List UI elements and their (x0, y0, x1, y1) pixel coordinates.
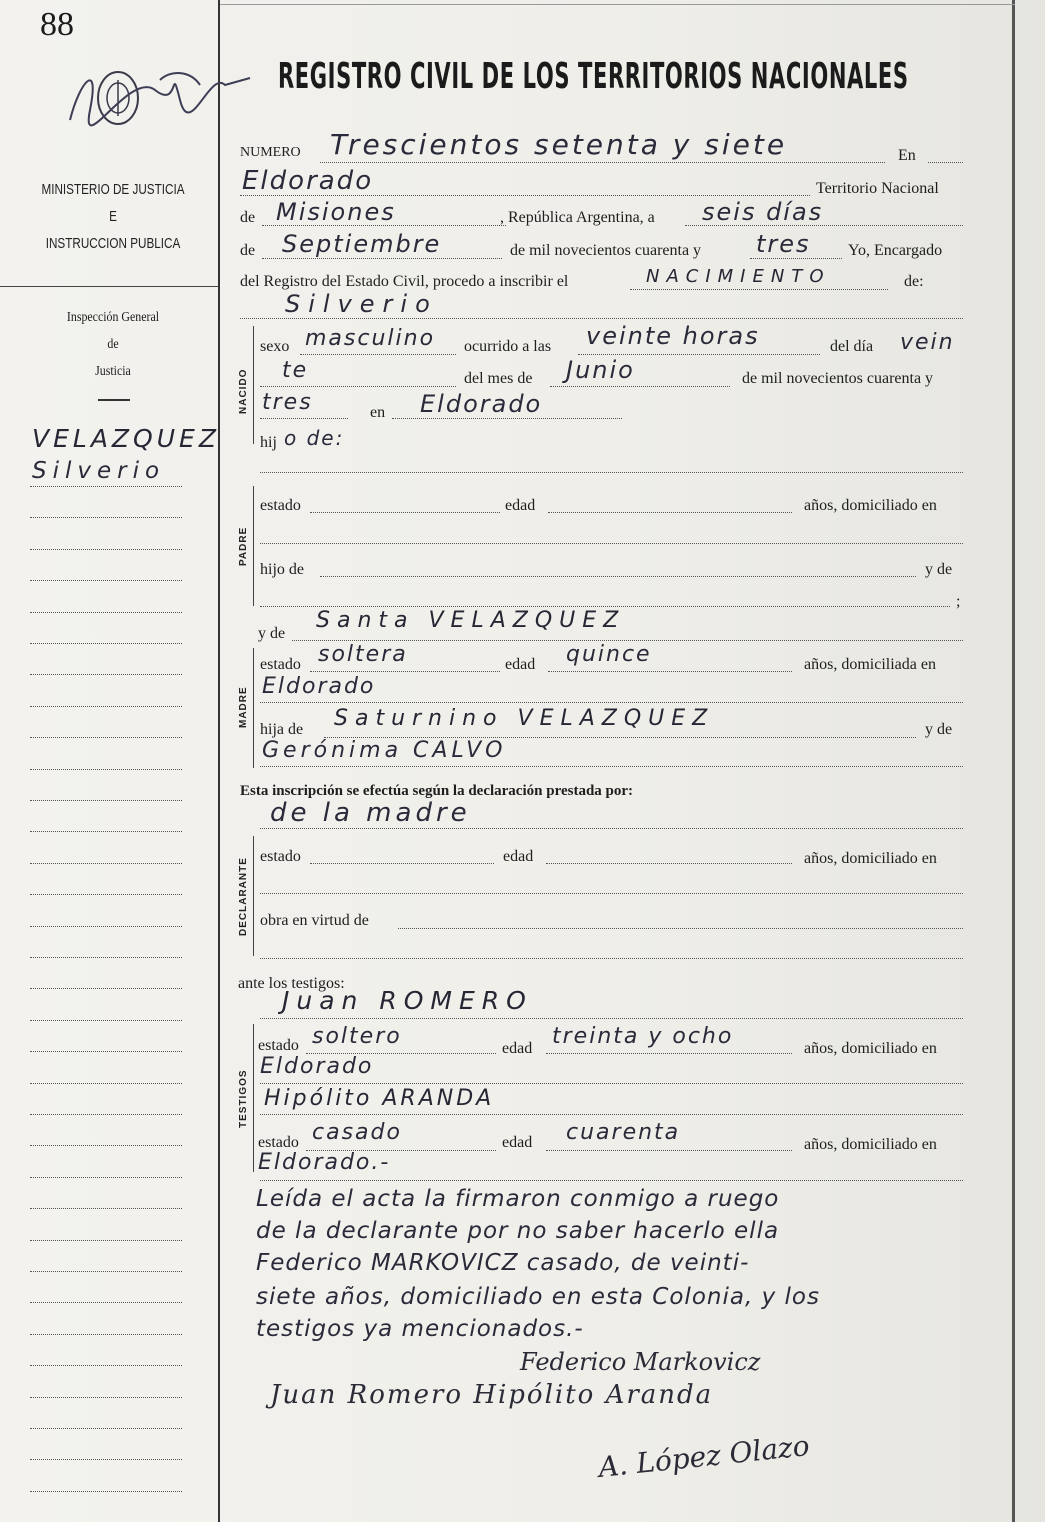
margin-ruled-line (30, 517, 182, 518)
margin-ruled-line (30, 957, 182, 958)
padre-semicolon: ; (956, 593, 961, 610)
mother-name-line (292, 640, 963, 641)
birth-year-line (260, 418, 348, 419)
encargado-label: Yo, Encargado (848, 242, 943, 259)
testigos-brace (253, 1024, 254, 1172)
inscripcion-label: Esta inscripción se efectúa según la declaración prestada por: (240, 783, 634, 799)
child-name-line (240, 318, 963, 319)
signature-declarant: Federico Markovicz (520, 1348, 761, 1376)
closing-line-5: testigos ya mencionados.- (256, 1316, 584, 1342)
birth-day-b: te (282, 358, 309, 383)
decl-edad-line (546, 863, 792, 864)
madre-domicilio-label: años, domiciliada en (804, 656, 936, 673)
child-name: Silverio (285, 290, 438, 318)
stamp (60, 40, 260, 140)
registro-label: del Registro del Estado Civil, procedo a inscribir el (240, 273, 569, 290)
decl-edad-label: edad (503, 848, 534, 865)
w2-edad-label: edad (502, 1134, 533, 1151)
place-value: Eldorado (242, 166, 374, 196)
declarante-brace (253, 836, 254, 956)
mil-cuarenta-label: de mil novecientos cuarenta y (742, 370, 934, 387)
mother-status-line (310, 671, 500, 672)
witness1-residence-line (260, 1083, 963, 1084)
year-line (750, 258, 842, 259)
mil-label: de mil novecientos cuarenta y (510, 242, 702, 259)
birth-day-a: vein (900, 330, 955, 355)
margin-ruled-line (30, 737, 182, 738)
margin-ruled-line (30, 486, 182, 487)
ocurrido-label: ocurrido a las (464, 338, 552, 355)
hijo-label: hij (260, 434, 277, 451)
padre-hijo-line (320, 576, 916, 577)
closing-line-1: Leída el acta la firmaron conmigo a ruego (256, 1186, 780, 1212)
decl-domicilio-label: años, domiciliado en (804, 850, 937, 867)
w1-estado-label: estado (258, 1037, 299, 1054)
numero-line (320, 162, 885, 163)
page-number: 88 (40, 6, 74, 43)
padre-estado-label: estado (260, 497, 301, 514)
margin-ruled-line (30, 1240, 182, 1241)
mother-age: quince (566, 642, 652, 667)
act-type-line (630, 289, 888, 290)
numero-value: Trescientos setenta y siete (330, 128, 788, 161)
month-value: Septiembre (282, 230, 442, 258)
padre-edad-label: edad (505, 497, 536, 514)
obra-label: obra en virtud de (260, 912, 369, 929)
madre-brace (253, 648, 254, 768)
padre-estado-line (310, 512, 500, 513)
top-rule (220, 4, 1015, 5)
margin-ruled-line (30, 1051, 182, 1052)
birth-month: Junio (566, 356, 635, 384)
witness1-age: treinta y ocho (552, 1024, 734, 1049)
margin-ruled-line (30, 769, 182, 770)
birth-place-line (392, 418, 622, 419)
maternal-grandfather: Saturnino VELAZQUEZ (334, 706, 715, 731)
signature-witnesses: Juan Romero Hipólito Aranda (270, 1380, 714, 1410)
nacido-brace (253, 326, 254, 444)
margin-ruled-line (30, 1020, 182, 1021)
margin-ruled-line (30, 1428, 182, 1429)
birth-year: tres (262, 390, 313, 415)
testigos-label: ante los testigos: (238, 975, 345, 992)
act-type-value: NACIMIENTO (646, 266, 831, 287)
inspection-label: Inspección General de Justicia (66, 310, 160, 379)
mother-residence: Eldorado (262, 674, 376, 699)
margin-ruled-line (30, 706, 182, 707)
mother-age-line (548, 671, 792, 672)
margin-ruled-line (30, 1145, 182, 1146)
closing-line-4: siete años, domiciliado en esta Colonia, y los (256, 1284, 820, 1310)
sex-value: masculino (305, 326, 436, 351)
day-value: seis días (702, 198, 824, 226)
mother-status: soltera (318, 642, 408, 667)
madre-y-de-label: y de (258, 625, 286, 642)
decl-estado-label: estado (260, 848, 301, 865)
numero-label: NUMERO (240, 145, 301, 160)
margin-ruled-line (30, 894, 182, 895)
stamp-text (68, 102, 69, 103)
year-value: tres (756, 230, 811, 258)
madre-estado-label: estado (260, 656, 301, 673)
margin-ruled-line (30, 643, 182, 644)
hijo-mark: o de: (284, 426, 345, 450)
madre-y-de-label-2: y de (925, 721, 953, 738)
margin-ruled-line (30, 1491, 182, 1492)
registry-page: 88 REGISTRO CIVIL DE LOS TERRITORIOS NACIONALES MINISTERIO DE JUSTICIA E INSTRUCCION PUBLICA Inspección General de Justicia VELAZQUEZ Silverio NUMERO Trescientos setenta y siete En Eldorado Territorio Nacional de Misiones , República Argentina, a seis días de Septiembre de mil novecientos cuarenta y tres Yo, Encargado del Registro del Estado Civil, procedo a inscribir el NACIMIENTO de: Silverio NACIDO sexo masculino ocurrido a las veinte horas del día vein te del mes de Junio de mil novecientos cuarenta y tres en Eldorado hij o de: PADRE estado edad años, domiciliado en hijo de y de ; y de Santa VELAZQUEZ MADRE estado soltera edad quince años, domiciliada en Eldorado hija de Saturnino VELAZQUEZ y de Gerónima CALVO Esta inscripción se efectúa según la declaración prestada por: de la madre DECLARANTE estado edad años, domiciliado en obra en virtud de ante los testigos: Juan ROMERO TESTIGOS estado soltero edad treinta y ocho años, domiciliado en Eldorado Hipólito ARANDA estado casado edad cuarenta años, domiciliado en Eldorado.- Leída el acta la firmaron conmigo a ruego de la declarante por no saber hacerlo ella Federico MARKOVICZ casado, de veinti- siete años, domiciliado en esta Colonia, y los testigos ya mencionados.- Federico Markovicz Juan Romero Hipólito Aranda A. López Olazo (0, 0, 1045, 1522)
en-line (928, 162, 963, 163)
obra-line-2 (260, 958, 963, 959)
margin-name: Silverio (32, 458, 166, 484)
page-title: REGISTRO CIVIL DE LOS TERRITORIOS NACIONALES (278, 56, 909, 97)
left-divider (0, 286, 218, 287)
declarant-line (260, 828, 963, 829)
margin-ruled-line (30, 1083, 182, 1084)
declarant: de la madre (270, 798, 471, 828)
witness2-residence: Eldorado.- (258, 1150, 391, 1175)
maternal-grandmother-line (260, 766, 963, 767)
republica-label: , República Argentina, a (500, 209, 655, 226)
witness2-status: casado (312, 1120, 402, 1145)
seal-icon (60, 40, 260, 140)
margin-ruled-line (30, 1397, 182, 1398)
witness2-line (260, 1114, 963, 1115)
margin-ruled-line (30, 800, 182, 801)
margin-ruled-line (30, 831, 182, 832)
padre-brace (253, 486, 254, 606)
hour-value: veinte horas (586, 322, 760, 350)
signature-officer: A. López Olazo (596, 1429, 811, 1484)
madre-edad-label: edad (505, 656, 536, 673)
margin-ruled-line (30, 863, 182, 864)
padre-hijo-label: hijo de (260, 561, 304, 578)
witness2-name: Hipólito ARANDA (264, 1086, 495, 1111)
closing-line-2: de la declarante por no saber hacerlo ella (256, 1218, 780, 1244)
closing-line-3: Federico MARKOVICZ casado, de veinti- (256, 1250, 750, 1276)
margin-line (218, 0, 220, 1522)
maternal-grandmother: Gerónima CALVO (262, 738, 507, 763)
mother-residence-line (260, 702, 963, 703)
margin-ruled-line (30, 1177, 182, 1178)
w2-domicilio-label: años, domiciliado en (804, 1136, 937, 1153)
short-dash (98, 399, 130, 401)
margin-ruled-line (30, 1302, 182, 1303)
del-dia-label: del día (830, 338, 874, 355)
mother-name: Santa VELAZQUEZ (316, 608, 626, 633)
margin-ruled-line (30, 926, 182, 927)
padre-y-de-label: y de (925, 561, 953, 578)
witness1-status: soltero (312, 1024, 402, 1049)
hour-line (578, 354, 820, 355)
de-label-3: de: (904, 273, 924, 290)
sex-line (300, 354, 456, 355)
birth-place: Eldorado (420, 390, 543, 418)
margin-ruled-line (30, 1334, 182, 1335)
margin-ruled-line (30, 1114, 182, 1115)
hijo-line (260, 472, 963, 473)
padre-domicilio-line (260, 543, 963, 544)
margin-ruled-line (30, 1365, 182, 1366)
margin-ruled-line (30, 612, 182, 613)
territorio-label: Territorio Nacional (816, 180, 939, 197)
decl-domicilio-line (260, 893, 963, 894)
del-mes-label: del mes de (464, 370, 533, 387)
margin-ruled-line (30, 1208, 182, 1209)
obra-line (398, 928, 963, 929)
witness2-residence-line (260, 1180, 963, 1181)
en-label: En (898, 147, 916, 164)
witness2-age: cuarenta (566, 1120, 681, 1145)
margin-surname: VELAZQUEZ (32, 424, 220, 453)
margin-ruled-line (30, 580, 182, 581)
territory-value: Misiones (276, 198, 396, 226)
witness1-line (260, 1018, 963, 1019)
padre-domicilio-label: años, domiciliado en (804, 497, 937, 514)
margin-ruled-line (30, 549, 182, 550)
padre-y-line (260, 606, 950, 607)
de-label-2: de (240, 242, 256, 259)
de-label-1: de (240, 209, 256, 226)
birth-day-line (260, 386, 456, 387)
month-line (262, 258, 502, 259)
witness1-residence: Eldorado (260, 1054, 374, 1079)
margin-ruled-line (30, 674, 182, 675)
birth-month-line (550, 386, 730, 387)
margin-ruled-line (30, 988, 182, 989)
margin-ruled-line (30, 1459, 182, 1460)
page-edge (1012, 0, 1015, 1522)
padre-edad-line (548, 512, 792, 513)
w2-estado-label: estado (258, 1134, 299, 1151)
margin-ruled-line (30, 1271, 182, 1272)
sexo-label: sexo (260, 338, 290, 355)
madre-hija-label: hija de (260, 721, 304, 738)
witness1-name: Juan ROMERO (282, 986, 533, 1015)
witness2-age-line (546, 1150, 792, 1151)
w1-edad-label: edad (502, 1040, 533, 1057)
ministry-label: MINISTERIO DE JUSTICIA E INSTRUCCION PUBLICA (41, 181, 185, 252)
en-label-2: en (370, 404, 386, 421)
decl-estado-line (310, 863, 494, 864)
witness1-age-line (546, 1053, 792, 1054)
w1-domicilio-label: años, domiciliado en (804, 1040, 937, 1057)
